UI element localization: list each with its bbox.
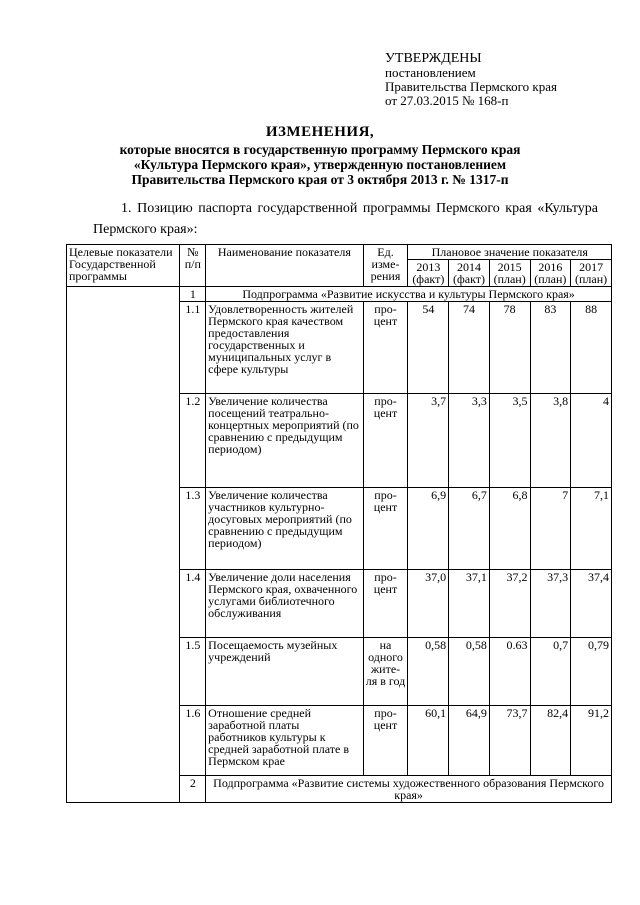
row-value: 54 <box>408 302 449 394</box>
subtitle-line-1: которые вносятся в государственную программу Пермского края <box>119 142 521 157</box>
row-unit: про-цент <box>363 570 408 638</box>
row-num: 1.3 <box>180 488 206 570</box>
year-header: 2013 (факт) <box>408 260 449 287</box>
subtitle-line-3: Правительства Пермского края от 3 октября 2013 г. № 1317-п <box>131 172 509 187</box>
approval-line-1: постановлением <box>385 65 476 80</box>
year-header: 2017 (план) <box>571 260 612 287</box>
row-num: 1.2 <box>180 394 206 488</box>
row-value: 37,4 <box>571 570 612 638</box>
header-unit: Ед. изме-рения <box>363 245 408 287</box>
year-header: 2014 (факт) <box>449 260 490 287</box>
row-value: 74 <box>449 302 490 394</box>
header-goal: Целевые показатели Государственной программы <box>67 245 180 287</box>
subprogram-title: Подпрограмма «Развитие системы художественного образования Пермского края» <box>206 776 612 803</box>
indicators-table <box>66 244 612 803</box>
row-name: Посещаемость музейных учреждений <box>206 638 363 706</box>
document-subtitle <box>0 142 640 187</box>
row-value: 0,79 <box>571 638 612 706</box>
year-header: 2015 (план) <box>489 260 530 287</box>
row-num: 1.4 <box>180 570 206 638</box>
row-value: 3,7 <box>408 394 449 488</box>
row-value: 60,1 <box>408 706 449 776</box>
subtitle-line-2: «Культура Пермского края», утвержденную постановлением <box>133 157 507 172</box>
intro-paragraph: 1. Позицию паспорта государственной программы Пермского края «Культура Пермского края»: <box>93 201 598 237</box>
row-value: 37,3 <box>530 570 571 638</box>
row-name: Увеличение количества участников культурно-досуговых мероприятий (по сравнению с предыдущим периодом) <box>206 488 363 570</box>
subprogram-num: 1 <box>180 287 206 302</box>
row-value: 37,0 <box>408 570 449 638</box>
row-unit: на одного жите-ля в год <box>363 638 408 706</box>
row-num: 1.5 <box>180 638 206 706</box>
row-value: 6,7 <box>449 488 490 570</box>
row-value: 0,58 <box>449 638 490 706</box>
row-value: 78 <box>489 302 530 394</box>
row-value: 3,3 <box>449 394 490 488</box>
row-value: 6,9 <box>408 488 449 570</box>
row-name: Увеличение количества посещений театрально-концертных мероприятий (по сравнению с предыдущим периодом) <box>206 394 363 488</box>
row-value: 6,8 <box>489 488 530 570</box>
subprogram-num: 2 <box>180 776 206 803</box>
row-value: 3,8 <box>530 394 571 488</box>
row-value: 64,9 <box>449 706 490 776</box>
row-value: 0,58 <box>408 638 449 706</box>
row-value: 7,1 <box>571 488 612 570</box>
header-name: Наименование показателя <box>206 245 363 287</box>
row-value: 37,1 <box>449 570 490 638</box>
row-num: 1.6 <box>180 706 206 776</box>
approval-line-3: от 27.03.2015 № 168-п <box>385 93 509 108</box>
row-value: 3,5 <box>489 394 530 488</box>
row-value: 88 <box>571 302 612 394</box>
row-name: Отношение средней заработной платы работников культуры к средней заработной плате в Пермском крае <box>206 706 363 776</box>
header-row <box>67 245 612 260</box>
row-value: 37,2 <box>489 570 530 638</box>
row-name: Увеличение доли населения Пермского края, охваченного услугами библиотечного обслуживания <box>206 570 363 638</box>
document-title: ИЗМЕНЕНИЯ, <box>265 124 375 140</box>
subprogram-title: Подпрограмма «Развитие искусства и культуры Пермского края» <box>206 287 612 302</box>
row-value: 7 <box>530 488 571 570</box>
goal-column-spacer <box>67 287 180 803</box>
header-num: № п/п <box>180 245 206 287</box>
row-unit: про-цент <box>363 706 408 776</box>
row-value: 91,2 <box>571 706 612 776</box>
header-plan: Плановое значение показателя <box>408 245 612 260</box>
row-value: 0,7 <box>530 638 571 706</box>
row-value: 73,7 <box>489 706 530 776</box>
approval-title: УТВЕРЖДЕНЫ <box>385 51 482 66</box>
approval-line-2: Правительства Пермского края <box>385 79 557 94</box>
row-value: 4 <box>571 394 612 488</box>
row-value: 82,4 <box>530 706 571 776</box>
row-unit: про-цент <box>363 488 408 570</box>
row-unit: про-цент <box>363 302 408 394</box>
row-name: Удовлетворенность жителей Пермского края качеством предоставления государственных и муниципальных услуг в сфере культуры <box>206 302 363 394</box>
row-num: 1.1 <box>180 302 206 394</box>
approval-block <box>385 52 625 108</box>
row-value: 83 <box>530 302 571 394</box>
year-header: 2016 (план) <box>530 260 571 287</box>
row-unit: про-цент <box>363 394 408 488</box>
subprogram-row <box>67 287 612 302</box>
row-value: 0.63 <box>489 638 530 706</box>
